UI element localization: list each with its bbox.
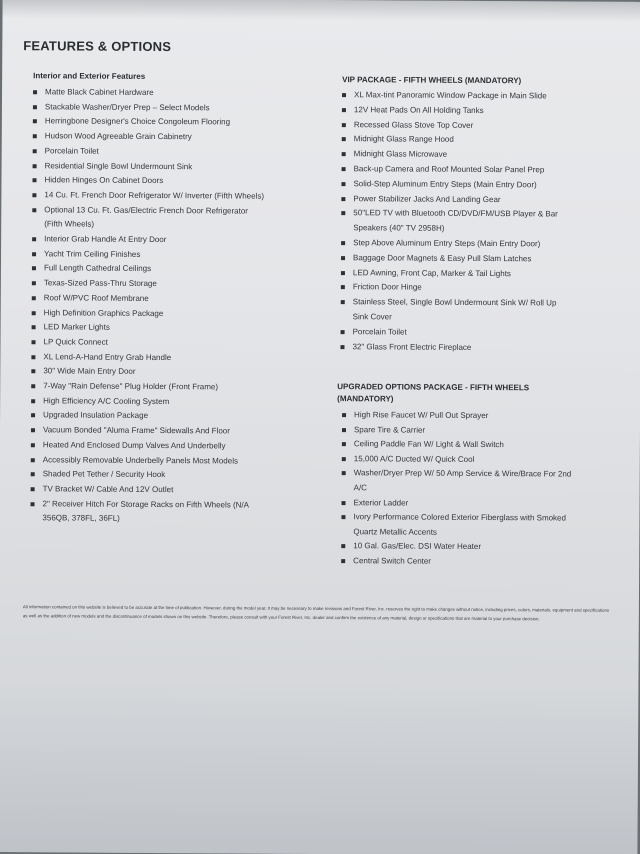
bullet-square-icon — [342, 472, 346, 476]
list-item-text: Hidden Hinges On Cabinet Doors — [44, 175, 164, 186]
list-item-text: Shaded Pet Tether / Security Hook — [42, 469, 166, 480]
section-title-upgraded-line1: UPGRADED OPTIONS PACKAGE - FIFTH WHEELS — [337, 382, 530, 393]
list-item-text: LED Awning, Front Cap, Marker & Tail Lights — [352, 267, 511, 278]
list-item — [342, 467, 629, 498]
list-item-text: Solid-Step Aluminum Entry Steps (Main Entry Door) — [353, 178, 537, 190]
top-shadow — [2, 0, 640, 22]
list-item — [30, 497, 320, 528]
bullet-square-icon — [33, 134, 37, 138]
bullet-square-icon — [342, 442, 346, 446]
list-item-text: Full Length Cathedral Ceilings — [43, 263, 152, 274]
bullet-square-icon — [31, 443, 35, 447]
list-item-text: High Rise Faucet W/ Pull Out Sprayer — [354, 410, 489, 421]
bullet-square-icon — [32, 325, 36, 329]
list-item-text: Matte Black Cabinet Hardware — [45, 87, 154, 97]
bullet-square-icon — [33, 90, 37, 94]
bullet-square-icon — [32, 281, 36, 285]
upgraded-list — [336, 408, 629, 570]
bullet-square-icon — [341, 544, 345, 548]
list-item-text: Baggage Door Magnets & Easy Pull Slam Latches — [353, 252, 532, 264]
interior-exterior-section — [30, 70, 323, 528]
list-item-text: Midnight Glass Range Hood — [353, 134, 454, 145]
list-item-text: 32" Glass Front Electric Fireplace — [352, 341, 472, 352]
list-item-text: Porcelain Toilet — [352, 326, 407, 337]
vip-list — [340, 88, 632, 356]
list-item-text: XL Max-tint Panoramic Window Package in Main Slide — [354, 90, 547, 101]
list-item-text: 356QB, 378FL, 36FL) — [42, 513, 120, 524]
list-item-text: 12V Heat Pads On All Holding Tanks — [353, 104, 484, 115]
bullet-square-icon — [341, 559, 345, 563]
list-item-text: A/C — [353, 483, 368, 493]
disclaimer-text: All information contained on this website is believed to be accurate at the time of publication. However, during the model year, it may be necessary to make revisions and Forest River, Inc. reserves the right to make changes without notice, including prices, colors, materials, equipment and specifications as well as the addition of new models and the discontinuance of models shown on this website. Therefore, please consult with your Forest River, Inc. dealer and confirm the existence of any material, design or specifications that are material to your purchase decision. — [22, 604, 610, 621]
bullet-square-icon — [341, 285, 345, 289]
list-item — [340, 340, 630, 357]
list-item-text: Herringbone Designer's Choice Congoleum Flooring — [44, 116, 231, 127]
bullet-square-icon — [341, 197, 345, 201]
list-item-text: 50"LED TV with Bluetooth CD/DVD/FM/USB Player & Bar — [353, 208, 558, 219]
list-item-text: Upgraded Insulation Package — [43, 410, 149, 421]
list-item-text: High Efficiency A/C Cooling System — [43, 396, 170, 406]
list-item-text: Spare Tire & Carrier — [353, 424, 426, 435]
list-item-text: Speakers (40" TV 2958H) — [353, 223, 445, 233]
bullet-square-icon — [342, 138, 346, 142]
list-item-text: Sink Cover — [352, 312, 392, 322]
bullet-square-icon — [31, 370, 35, 374]
bullet-square-icon — [32, 208, 36, 212]
bullet-square-icon — [31, 414, 35, 418]
list-item-text: Recessed Glass Stove Top Cover — [353, 119, 474, 130]
list-item-text: LED Marker Lights — [43, 322, 110, 332]
bullet-square-icon — [33, 105, 37, 109]
list-item-text: 2" Receiver Hitch For Storage Racks on Fifth Wheels (N/A — [42, 498, 250, 510]
section-title-upgraded-line2: (MANDATORY) — [337, 393, 394, 403]
list-item-text: Ceiling Paddle Fan W/ Light & Wall Switch — [353, 439, 504, 450]
bullet-square-icon — [31, 384, 35, 388]
bullet-square-icon — [342, 93, 346, 97]
list-item — [32, 203, 322, 234]
page-title: FEATURES & OPTIONS — [23, 38, 172, 55]
section-title-interior-exterior: Interior and Exterior Features — [33, 71, 146, 81]
bullet-square-icon — [341, 300, 345, 304]
bullet-square-icon — [340, 345, 344, 349]
bullet-square-icon — [33, 149, 37, 153]
bullet-square-icon — [32, 237, 36, 241]
list-item-text: Stackable Washer/Dryer Prep – Select Models — [44, 102, 210, 113]
list-item-text: Optional 13 Cu. Ft. Gas/Electric French Door Refrigerator — [44, 204, 248, 216]
list-item-text: 14 Cu. Ft. French Door Refrigerator W/ Inverter (Fifth Wheels) — [44, 190, 265, 201]
list-item-text: Stainless Steel, Single Bowl Undermount Sink W/ Roll Up — [352, 297, 557, 308]
list-item-text: Texas-Sized Pass-Thru Storage — [43, 278, 157, 289]
bullet-square-icon — [342, 167, 346, 171]
bullet-square-icon — [32, 193, 36, 197]
bullet-square-icon — [341, 182, 345, 186]
bullet-square-icon — [33, 164, 37, 168]
list-item — [341, 554, 628, 570]
bullet-square-icon — [31, 355, 35, 359]
bullet-square-icon — [32, 252, 36, 256]
section-title-vip-package: VIP PACKAGE - FIFTH WHEELS (MANDATORY) — [342, 75, 522, 86]
bullet-square-icon — [31, 487, 35, 491]
bullet-square-icon — [32, 267, 36, 271]
list-item-text: Hudson Wood Agreeable Grain Cabinetry — [44, 131, 192, 142]
feature-list — [30, 85, 323, 528]
bullet-square-icon — [32, 296, 36, 300]
list-item-text: TV Bracket W/ Cable And 12V Outlet — [42, 484, 174, 495]
vip-package-section — [340, 74, 632, 356]
list-item-text: Power Stabilizer Jacks And Landing Gear — [353, 193, 501, 204]
bullet-square-icon — [342, 457, 346, 461]
list-item-text: Yacht Trim Ceiling Finishes — [44, 249, 141, 259]
list-item-text: Ivory Performance Colored Exterior Fiberglass with Smoked — [353, 512, 567, 523]
list-item-text: 7-Way "Rain Defense" Plug Holder (Front Frame) — [43, 381, 219, 392]
list-item-text: (Fifth Wheels) — [44, 219, 95, 229]
bullet-square-icon — [32, 340, 36, 344]
bullet-square-icon — [31, 502, 35, 506]
bullet-square-icon — [342, 152, 346, 156]
bullet-square-icon — [31, 473, 35, 477]
bullet-square-icon — [31, 458, 35, 462]
list-item — [341, 207, 631, 238]
list-item-text: Exterior Ladder — [353, 497, 409, 508]
list-item-text: Back-up Camera and Roof Mounted Solar Panel Prep — [353, 164, 545, 175]
list-item-text: Midnight Glass Microwave — [353, 149, 448, 159]
bullet-square-icon — [341, 330, 345, 334]
bullet-square-icon — [342, 501, 346, 505]
bullet-square-icon — [341, 241, 345, 245]
bullet-square-icon — [341, 256, 345, 260]
bullet-square-icon — [32, 311, 36, 315]
list-item-text: Heated And Enclosed Dump Valves And Underbelly — [42, 440, 226, 451]
list-item-text: Accessibly Removable Underbelly Panels Most Models — [42, 454, 239, 466]
bullet-square-icon — [32, 178, 36, 182]
list-item-text: XL Lend-A-Hand Entry Grab Handle — [43, 351, 172, 362]
list-item-text: High Definition Graphics Package — [43, 307, 164, 318]
bullet-square-icon — [342, 428, 346, 432]
bullet-square-icon — [341, 212, 345, 216]
bullet-square-icon — [341, 271, 345, 275]
bullet-square-icon — [31, 428, 35, 432]
bullet-square-icon — [342, 413, 346, 417]
list-item-text: Quartz Metallic Accents — [353, 526, 437, 537]
bottom-shadow — [0, 682, 638, 854]
list-item-text: Washer/Dryer Prep W/ 50 Amp Service & Wire/Brace For 2nd — [353, 468, 572, 479]
list-item-text: Roof W/PVC Roof Membrane — [43, 293, 149, 303]
bullet-square-icon — [31, 399, 35, 403]
bullet-square-icon — [342, 123, 346, 127]
bullet-square-icon — [341, 515, 345, 519]
bullet-square-icon — [33, 120, 37, 124]
list-item-text: 15,000 A/C Ducted W/ Quick Cool — [353, 453, 475, 464]
list-item-text: LP Quick Connect — [43, 337, 108, 347]
list-item-text: Interior Grab Handle At Entry Door — [44, 234, 167, 245]
list-item-text: 10 Gal. Gas/Elec. DSI Water Heater — [353, 541, 482, 552]
list-item-text: 30" Wide Main Entry Door — [43, 366, 136, 377]
list-item-text: Porcelain Toilet — [44, 146, 99, 156]
upgraded-options-section — [336, 381, 629, 570]
list-item-text: Central Switch Center — [353, 556, 432, 566]
list-item-text: Vacuum Bonded "Aluma Frame" Sidewalls And Floor — [42, 425, 230, 436]
bullet-square-icon — [342, 108, 346, 112]
list-item-text: Friction Door Hinge — [352, 282, 422, 292]
list-item-text: Step Above Aluminum Entry Steps (Main Entry Door) — [353, 238, 541, 249]
list-item-text: Residential Single Bowl Undermount Sink — [44, 160, 193, 171]
list-item — [341, 295, 631, 326]
list-item — [341, 510, 628, 541]
